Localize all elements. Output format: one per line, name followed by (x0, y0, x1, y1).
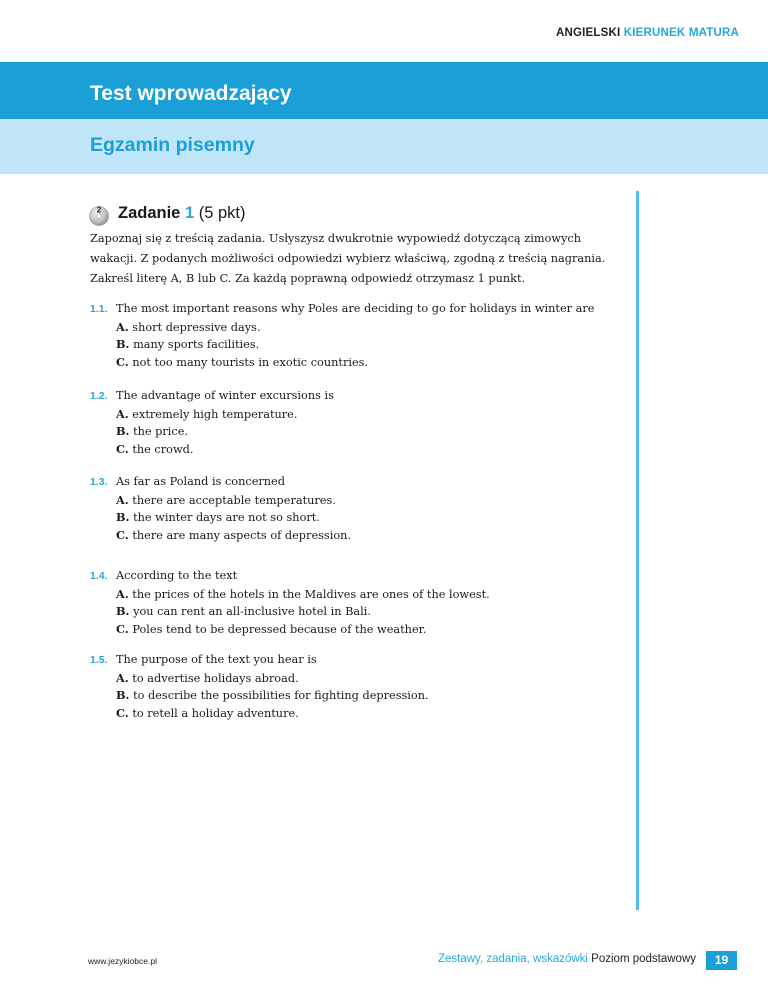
question-1-1 (90, 300, 594, 371)
option-b[interactable]: B. to describe the possibilities for fighting depression. (116, 688, 429, 702)
question-1-2 (90, 387, 334, 458)
footer-url[interactable]: www.jezykiobce.pl (88, 956, 157, 966)
footer-level: Poziom podstawowy (591, 953, 696, 965)
margin-rule (636, 191, 639, 910)
series-title: KIERUNEK MATURA (623, 27, 739, 39)
question-stem: According to the text (116, 569, 238, 582)
option-b[interactable]: B. the winter days are not so short. (116, 510, 320, 524)
series-language: ANGIELSKI (555, 27, 621, 39)
option-a[interactable]: A. extremely high temperature. (116, 406, 298, 421)
question-number: 1.3. (90, 476, 108, 488)
task-label: Zadanie (118, 204, 181, 222)
question-number: 1.1. (90, 303, 108, 315)
question-stem: The purpose of the text you hear is (116, 653, 317, 666)
option-b[interactable]: B. you can rent an all-inclusive hotel in Bali. (116, 604, 371, 618)
question-number: 1.4. (90, 570, 108, 582)
section-band (0, 119, 768, 174)
footer-series (438, 953, 696, 965)
option-b[interactable]: B. the price. (116, 424, 189, 438)
task-number: 1 (184, 204, 195, 222)
question-stem: As far as Poland is concerned (116, 475, 285, 488)
option-c[interactable]: C. to retell a holiday adventure. (116, 705, 299, 720)
option-c[interactable]: C. the crowd. (116, 441, 194, 456)
task-instruction: Zapoznaj się z treścią zadania. Usłyszysz dwukrotnie wypowiedź dotyczącą zimowych wakacji. Z podanych możliwości odpowiedzi wybierz właściwą, zgodną z treścią nagrania. Zakreśl literę A, B lub C. Za każdą poprawną odpowiedź otrzymasz 1 punkt. (90, 232, 606, 285)
option-a[interactable]: A. there are acceptable temperatures. (116, 492, 336, 507)
option-b[interactable]: B. many sports facilities. (116, 337, 260, 351)
option-c[interactable]: C. not too many tourists in exotic countries. (116, 354, 369, 369)
cd-track-number: 2 (96, 205, 102, 215)
footer-series-title: Zestawy, zadania, wskazówki (437, 953, 588, 965)
page-title: Test wprowadzający (90, 82, 292, 105)
option-a[interactable]: A. to advertise holidays abroad. (116, 670, 299, 685)
series-header (556, 27, 739, 39)
question-1-3 (90, 473, 351, 544)
title-band (0, 62, 768, 119)
section-title: Egzamin pisemny (90, 134, 255, 156)
option-a[interactable]: A. short depressive days. (116, 319, 261, 334)
question-number: 1.2. (90, 390, 108, 402)
question-stem: The advantage of winter excursions is (116, 389, 334, 402)
question-1-5 (90, 651, 429, 722)
question-1-4 (90, 567, 490, 638)
question-stem: The most important reasons why Poles are deciding to go for holidays in winter are (116, 302, 595, 315)
option-a[interactable]: A. the prices of the hotels in the Maldives are ones of the lowest. (116, 586, 490, 601)
task-points: (5 pkt) (198, 204, 246, 222)
option-c[interactable]: C. Poles tend to be depressed because of the weather. (116, 621, 427, 636)
cd-icon (88, 204, 110, 226)
task-heading (118, 204, 246, 223)
page-number: 19 (706, 951, 737, 970)
option-c[interactable]: C. there are many aspects of depression. (116, 527, 352, 542)
question-number: 1.5. (90, 654, 108, 666)
